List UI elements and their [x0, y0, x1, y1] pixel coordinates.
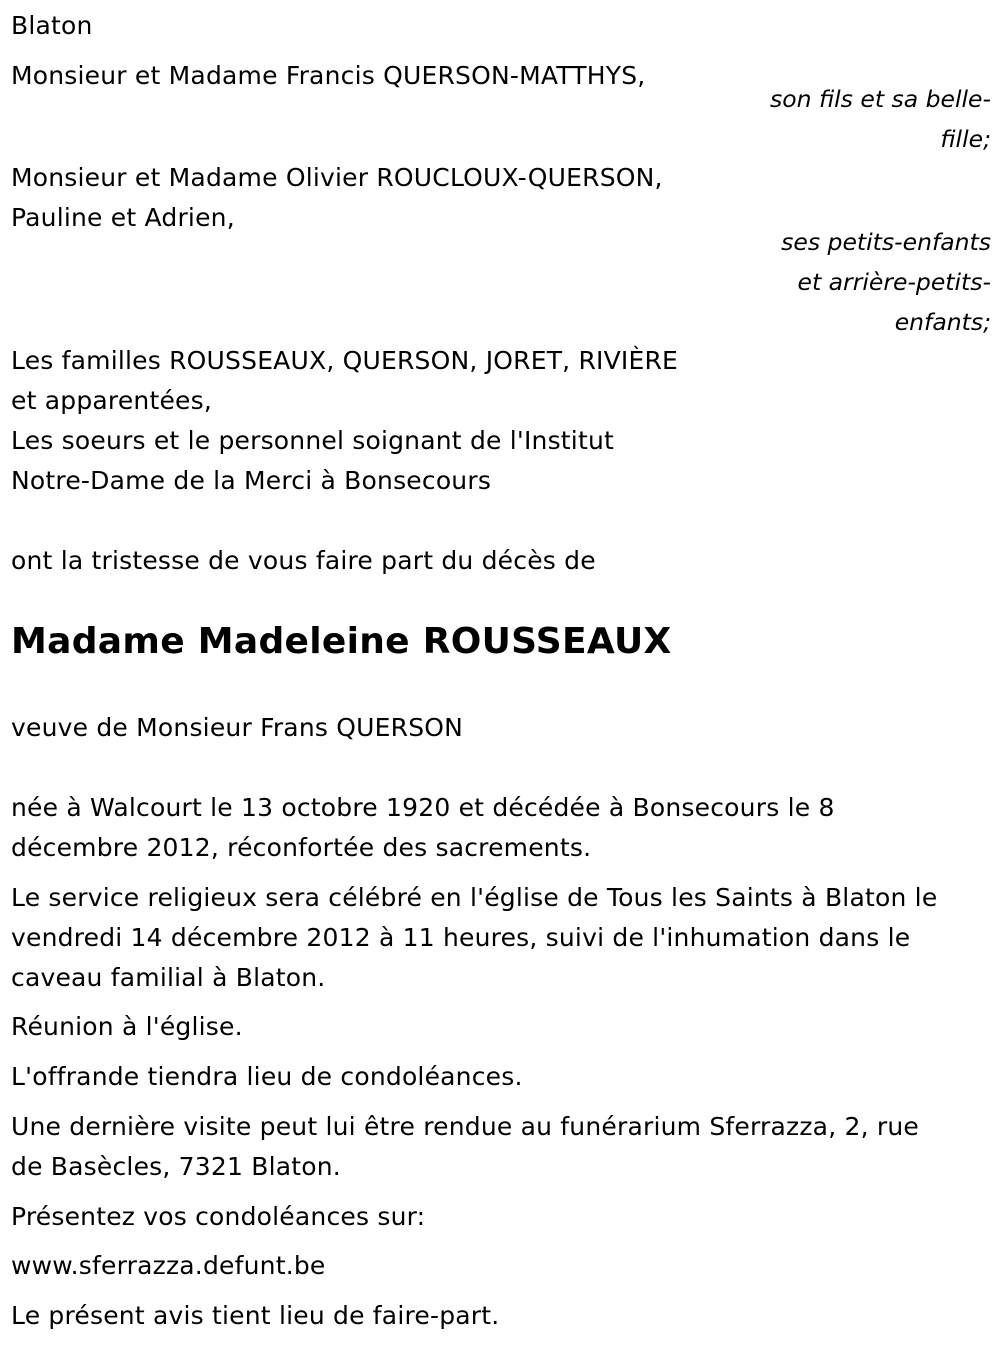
family-line-3: Pauline et Adrien, [11, 203, 235, 232]
relation-grandchildren: ses petits-enfants [781, 228, 991, 256]
family-line-2: Monsieur et Madame Olivier ROUCLOUX-QUERSON, [11, 163, 663, 192]
relation-great-grandchildren-cont: enfants; [894, 308, 991, 336]
announcement-text: ont la tristesse de vous faire part du décès de [11, 546, 596, 575]
service-line-2: vendredi 14 décembre 2012 à 11 heures, suivi de l'inhumation dans le [11, 923, 911, 952]
family-line-4: Les familles ROUSSEAUX, QUERSON, JORET, RIVIÈRE [11, 346, 679, 375]
birth-death-line-2: décembre 2012, réconfortée des sacrements. [11, 833, 592, 862]
service-line-3: caveau familial à Blaton. [11, 963, 326, 992]
deceased-name: Madame Madeleine ROUSSEAUX [11, 621, 672, 662]
offering-text: L'offrande tiendra lieu de condoléances. [11, 1062, 523, 1091]
family-line-1: Monsieur et Madame Francis QUERSON-MATTHYS, [11, 61, 646, 90]
condolences-prompt: Présentez vos condoléances sur: [11, 1202, 426, 1231]
visit-line-1: Une dernière visite peut lui être rendue au funérarium Sferrazza, 2, rue [11, 1112, 919, 1141]
relation-son-cont: fille; [940, 125, 991, 153]
service-line-1: Le service religieux sera célébré en l'église de Tous les Saints à Blaton le [11, 883, 938, 912]
family-line-7: Notre-Dame de la Merci à Bonsecours [11, 466, 492, 495]
relation-son: son fils et sa belle- [769, 85, 991, 113]
family-line-6: Les soeurs et le personnel soignant de l'Institut [11, 426, 615, 455]
website-link[interactable]: www.sferrazza.defunt.be [11, 1251, 326, 1280]
meeting-text: Réunion à l'église. [11, 1012, 243, 1041]
family-line-5: et apparentées, [11, 386, 212, 415]
location-text: Blaton [11, 11, 93, 40]
relation-great-grandchildren: et arrière-petits- [797, 268, 991, 296]
widow-of-text: veuve de Monsieur Frans QUERSON [11, 713, 464, 742]
birth-death-line-1: née à Walcourt le 13 octobre 1920 et décédée à Bonsecours le 8 [11, 793, 835, 822]
visit-line-2: de Basècles, 7321 Blaton. [11, 1152, 341, 1181]
closing-text: Le présent avis tient lieu de faire-part. [11, 1301, 500, 1330]
